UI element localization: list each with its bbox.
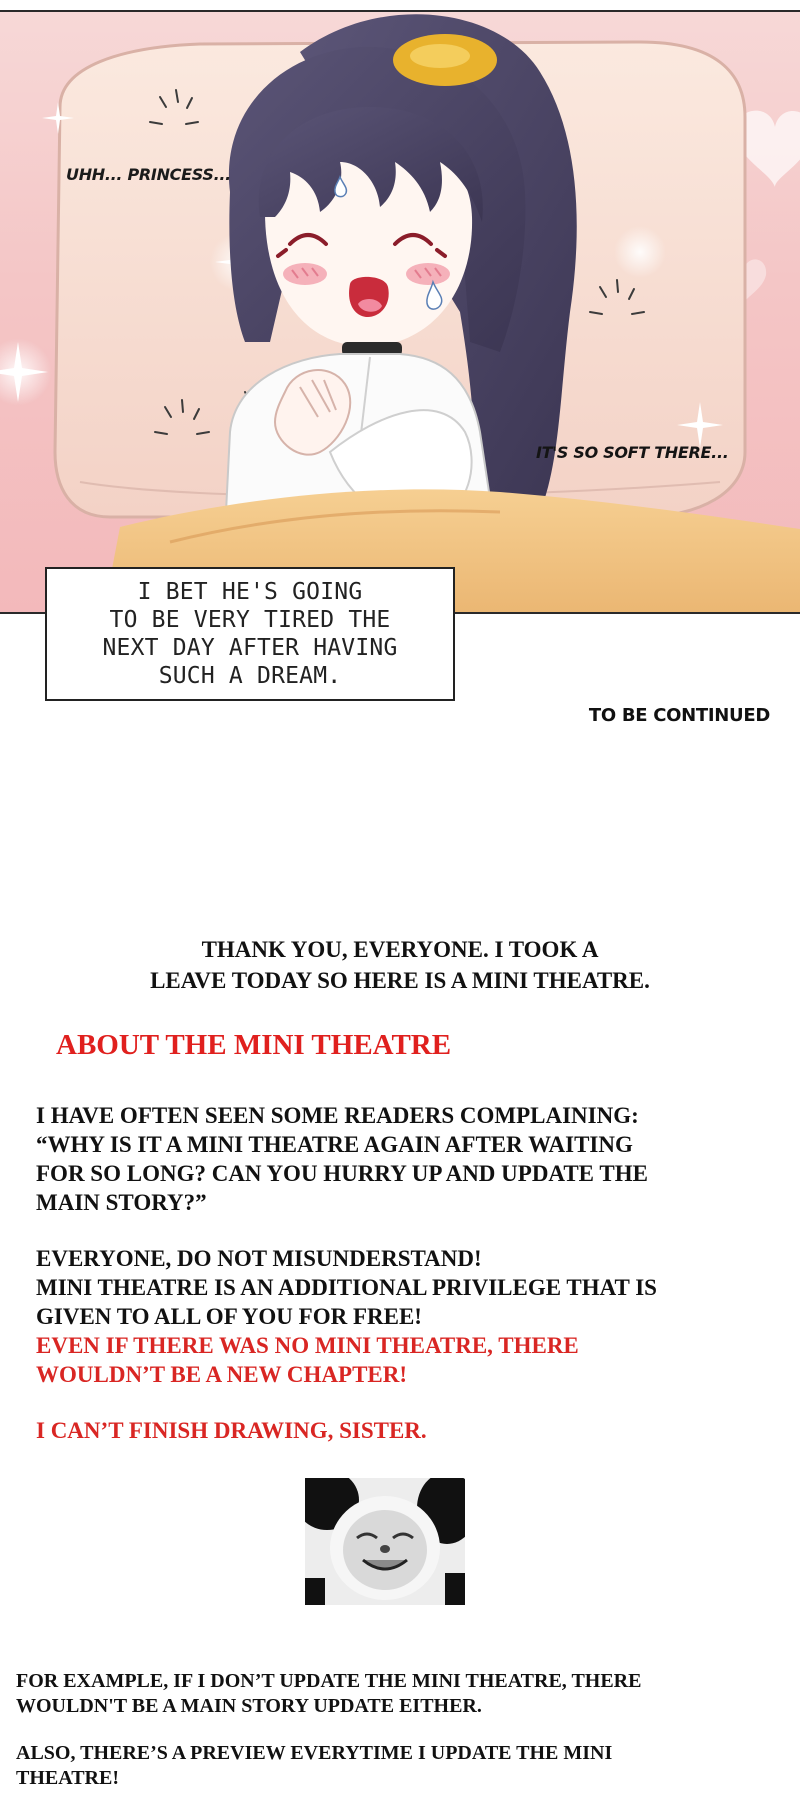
paragraph-line: MAIN STORY?” — [36, 1190, 207, 1215]
example-paragraph — [16, 1669, 776, 1719]
sleeping-character-illustration — [0, 12, 800, 612]
paragraph-line: ALSO, THERE’S A PREVIEW EVERYTIME I UPDATE THE MINI — [16, 1742, 613, 1764]
thanks-line: THANK YOU, EVERYONE. I TOOK A — [201, 937, 599, 962]
panda-meme-image — [305, 1478, 465, 1605]
paragraph-line: FOR EXAMPLE, IF I DON’T UPDATE THE MINI THEATRE, THERE — [16, 1670, 642, 1692]
to-be-continued-label: TO BE CONTINUED — [588, 705, 770, 726]
cant-finish-drawing-line: I CAN’T FINISH DRAWING, SISTER. — [36, 1418, 427, 1443]
comic-panel — [0, 10, 800, 614]
paragraph-line: WOULDN’T BE A NEW CHAPTER! — [36, 1362, 408, 1387]
preview-paragraph — [16, 1741, 776, 1791]
narration-text: I BET HE'S GOING TO BE VERY TIRED THE NEXT DAY AFTER HAVING SUCH A DREAM. — [102, 579, 398, 689]
privilege-paragraph — [36, 1244, 776, 1331]
panda-face-icon — [305, 1478, 465, 1605]
thanks-line: LEAVE TODAY SO HERE IS A MINI THEATRE. — [150, 968, 650, 993]
narration-box — [45, 567, 455, 701]
paragraph-line: EVEN IF THERE WAS NO MINI THEATRE, THERE — [36, 1333, 579, 1358]
paragraph-line: EVERYONE, DO NOT MISUNDERSTAND! — [36, 1246, 482, 1271]
speech-caption-soft: IT'S SO SOFT THERE... — [536, 443, 729, 462]
paragraph-line: WOULDN'T BE A MAIN STORY UPDATE EITHER. — [16, 1695, 482, 1717]
paragraph-line: MINI THEATRE IS AN ADDITIONAL PRIVILEGE THAT IS — [36, 1275, 657, 1300]
thanks-note — [0, 934, 800, 996]
readers-complaint-paragraph — [36, 1101, 776, 1217]
speech-caption-princess: UHH... PRINCESS... — [66, 165, 231, 184]
no-new-chapter-paragraph — [36, 1331, 776, 1389]
paragraph-line: “WHY IS IT A MINI THEATRE AGAIN AFTER WAITING — [36, 1132, 633, 1157]
paragraph-line: FOR SO LONG? CAN YOU HURRY UP AND UPDATE THE — [36, 1161, 648, 1186]
paragraph-line: GIVEN TO ALL OF YOU FOR FREE! — [36, 1304, 422, 1329]
paragraph-line: THEATRE! — [16, 1767, 119, 1789]
paragraph-line: I HAVE OFTEN SEEN SOME READERS COMPLAINING: — [36, 1103, 639, 1128]
about-mini-theatre-heading: ABOUT THE MINI THEATRE — [56, 1029, 452, 1061]
